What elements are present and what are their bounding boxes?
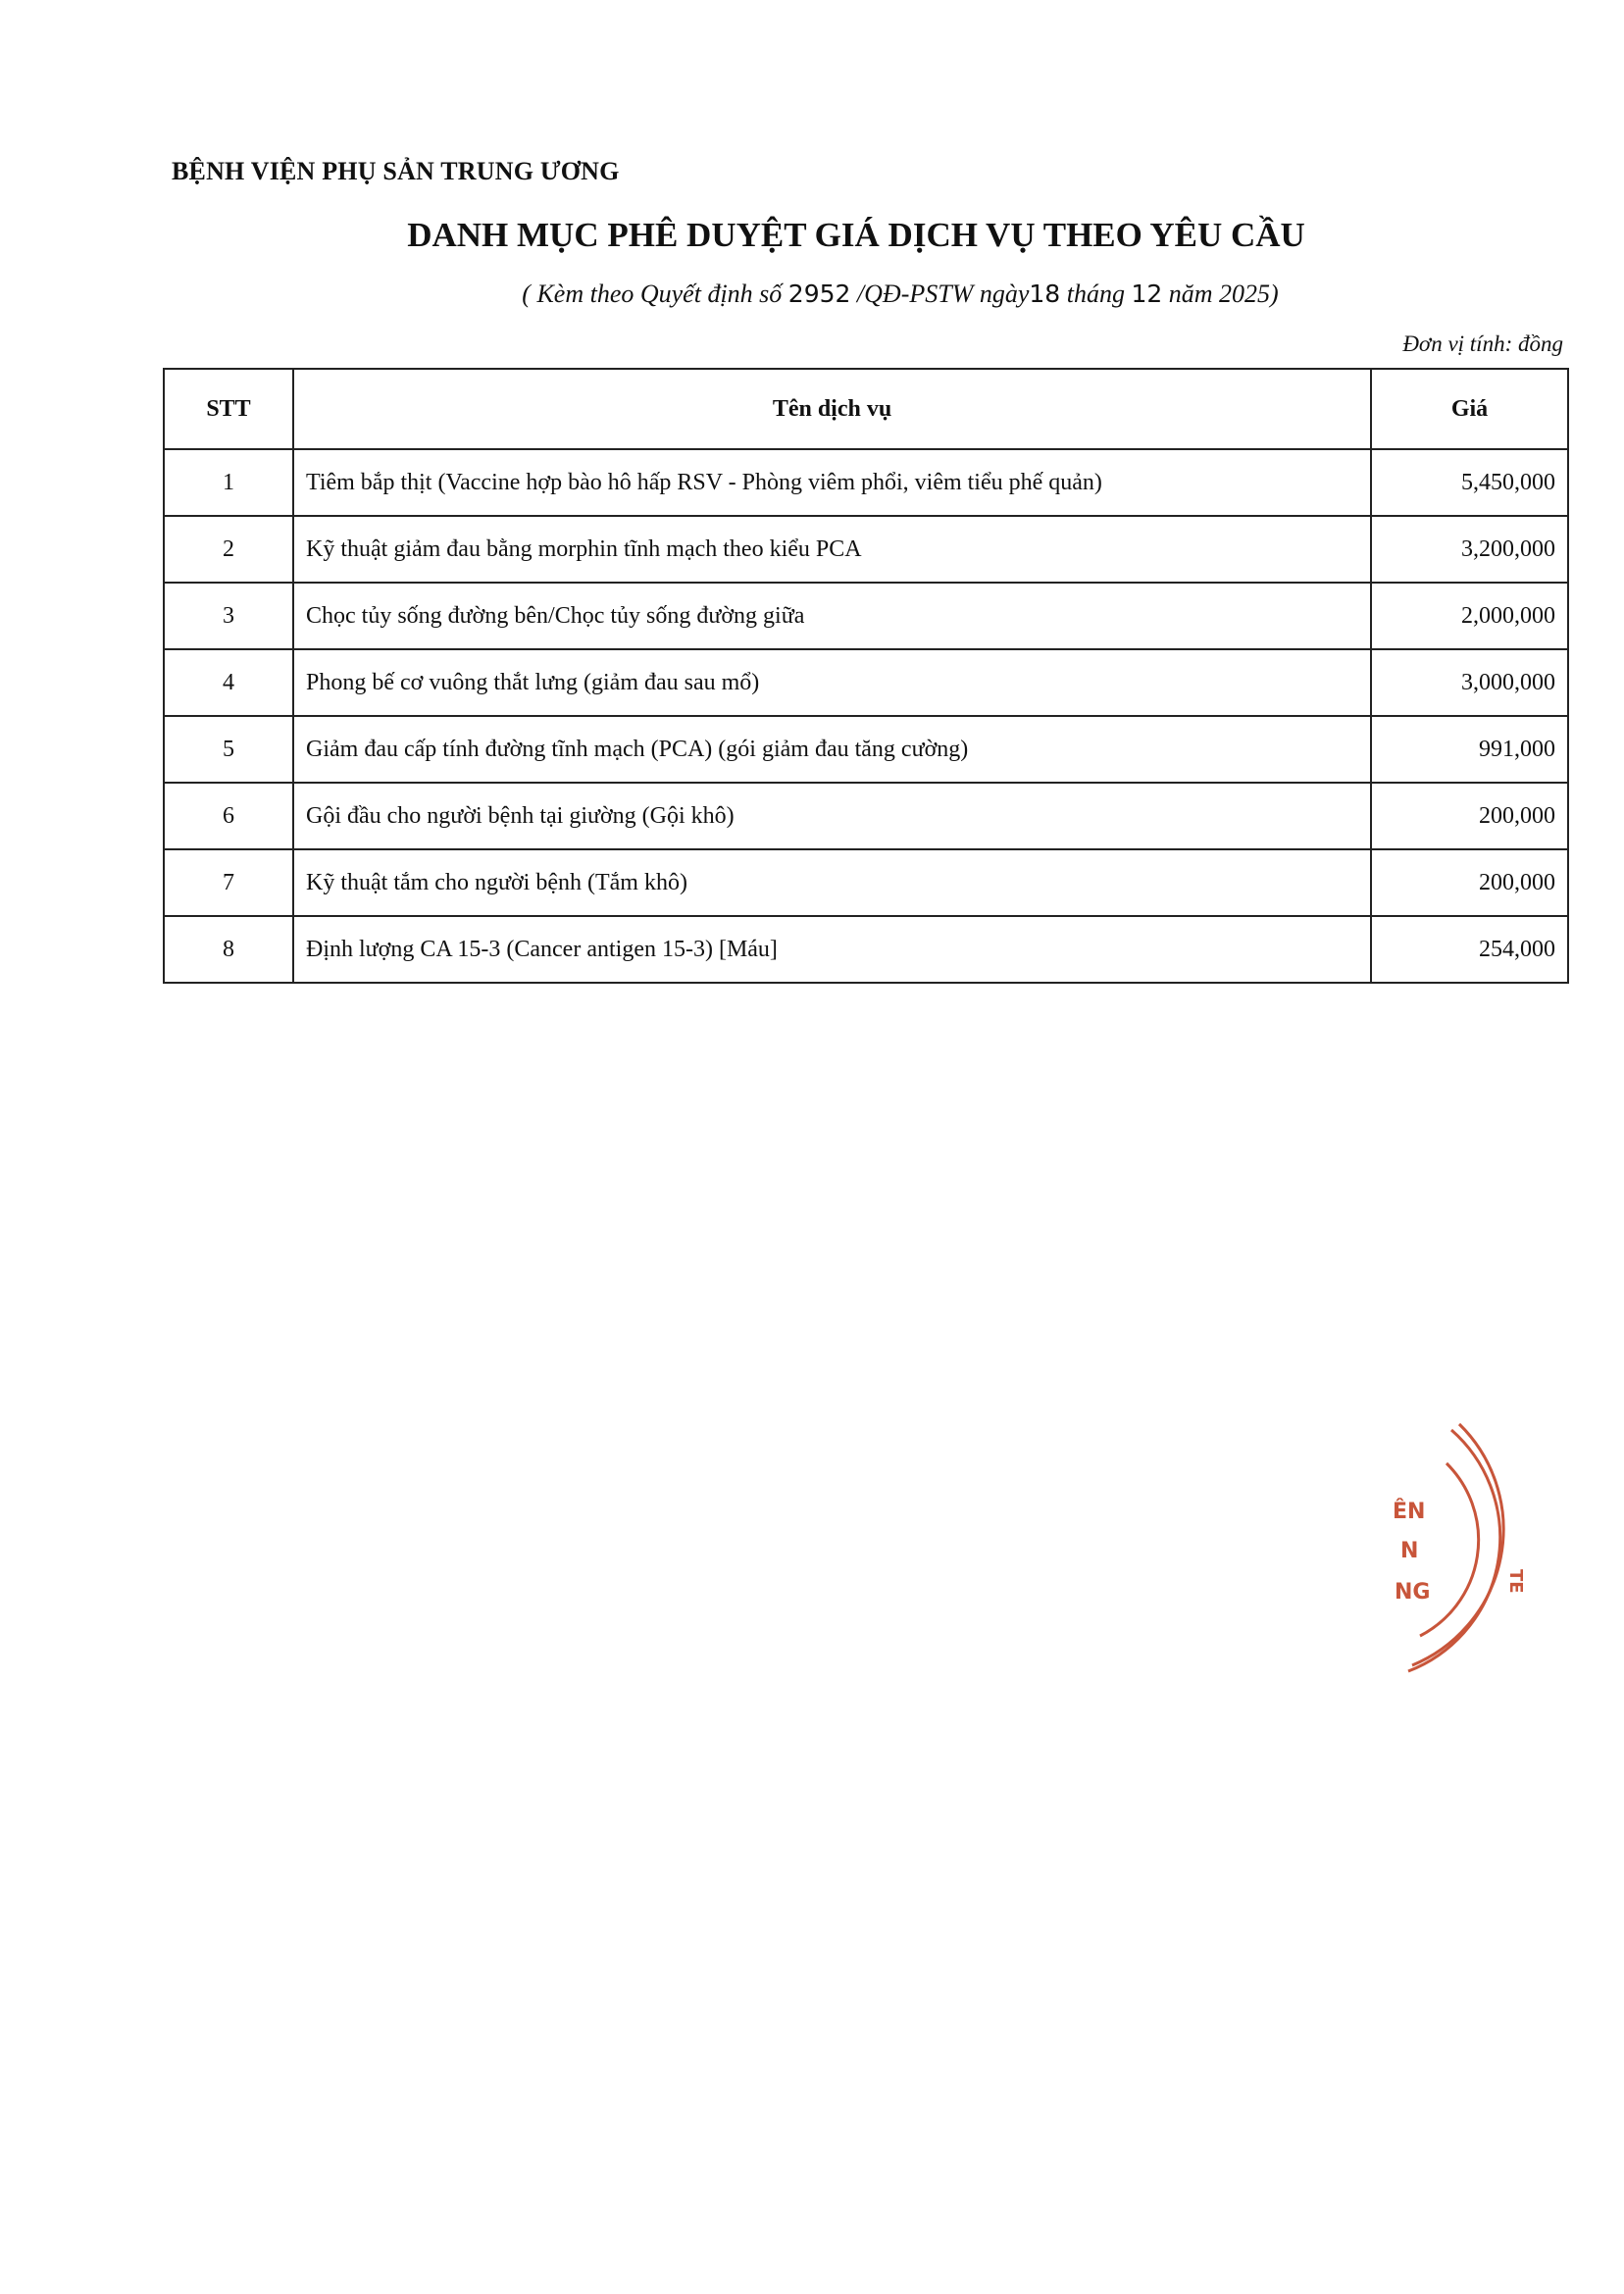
- column-header-stt: STT: [164, 369, 293, 449]
- row-service-name: Tiêm bắp thịt (Vaccine hợp bào hô hấp RSV - Phòng viêm phổi, viêm tiểu phế quản): [293, 449, 1371, 516]
- row-price: 3,000,000: [1371, 649, 1568, 716]
- stamp-fragment: N: [1400, 1539, 1419, 1563]
- table-row: [164, 916, 1568, 983]
- document-subtitle: [0, 280, 1624, 309]
- row-service-name: Kỹ thuật giảm đau bằng morphin tĩnh mạch theo kiểu PCA: [293, 516, 1371, 583]
- row-price: 200,000: [1371, 849, 1568, 916]
- column-header-price: Giá: [1371, 369, 1568, 449]
- row-service-name: Gội đầu cho người bệnh tại giường (Gội khô): [293, 783, 1371, 849]
- row-service-name: Định lượng CA 15-3 (Cancer antigen 15-3) [Máu]: [293, 916, 1371, 983]
- table-row: [164, 449, 1568, 516]
- table-row: [164, 716, 1568, 783]
- row-stt: 7: [164, 849, 293, 916]
- subtitle-mid1: /QĐ-PSTW ngày: [850, 280, 1030, 308]
- decision-month: 12: [1131, 280, 1163, 308]
- stamp-fragment: NG: [1395, 1580, 1431, 1605]
- row-service-name: Phong bế cơ vuông thắt lưng (giảm đau sau mổ): [293, 649, 1371, 716]
- row-stt: 3: [164, 583, 293, 649]
- row-service-name: Chọc tủy sống đường bên/Chọc tủy sống đường giữa: [293, 583, 1371, 649]
- document-title: DANH MỤC PHÊ DUYỆT GIÁ DỊCH VỤ THEO YÊU CẦU: [407, 216, 1305, 254]
- official-stamp: [1373, 1402, 1549, 1687]
- table-row: [164, 849, 1568, 916]
- row-stt: 1: [164, 449, 293, 516]
- table-header-row: [164, 369, 1568, 449]
- row-stt: 5: [164, 716, 293, 783]
- price-table: [163, 368, 1569, 984]
- column-header-name: Tên dịch vụ: [293, 369, 1371, 449]
- row-price: 200,000: [1371, 783, 1568, 849]
- row-service-name: Giảm đau cấp tính đường tĩnh mạch (PCA) (gói giảm đau tăng cường): [293, 716, 1371, 783]
- row-price: 2,000,000: [1371, 583, 1568, 649]
- row-stt: 6: [164, 783, 293, 849]
- row-price: 5,450,000: [1371, 449, 1568, 516]
- organization-name: BỆNH VIỆN PHỤ SẢN TRUNG ƯƠNG: [172, 157, 620, 185]
- stamp-fragment: ÊN: [1393, 1500, 1426, 1524]
- subtitle-prefix: ( Kèm theo Quyết định số: [522, 280, 788, 308]
- decision-number: 2952: [787, 280, 851, 308]
- row-stt: 8: [164, 916, 293, 983]
- subtitle-suffix: năm 2025): [1162, 280, 1279, 308]
- row-price: 991,000: [1371, 716, 1568, 783]
- row-stt: 2: [164, 516, 293, 583]
- row-price: 254,000: [1371, 916, 1568, 983]
- row-price: 3,200,000: [1371, 516, 1568, 583]
- decision-day: 18: [1029, 280, 1061, 308]
- row-stt: 4: [164, 649, 293, 716]
- subtitle-mid2: tháng: [1060, 280, 1132, 308]
- table-row: [164, 649, 1568, 716]
- row-service-name: Kỹ thuật tắm cho người bệnh (Tắm khô): [293, 849, 1371, 916]
- table-row: [164, 516, 1568, 583]
- table-row: [164, 783, 1568, 849]
- table-row: [164, 583, 1568, 649]
- stamp-fragment: TE: [1505, 1569, 1526, 1594]
- unit-label: Đơn vị tính: đồng: [1402, 331, 1563, 356]
